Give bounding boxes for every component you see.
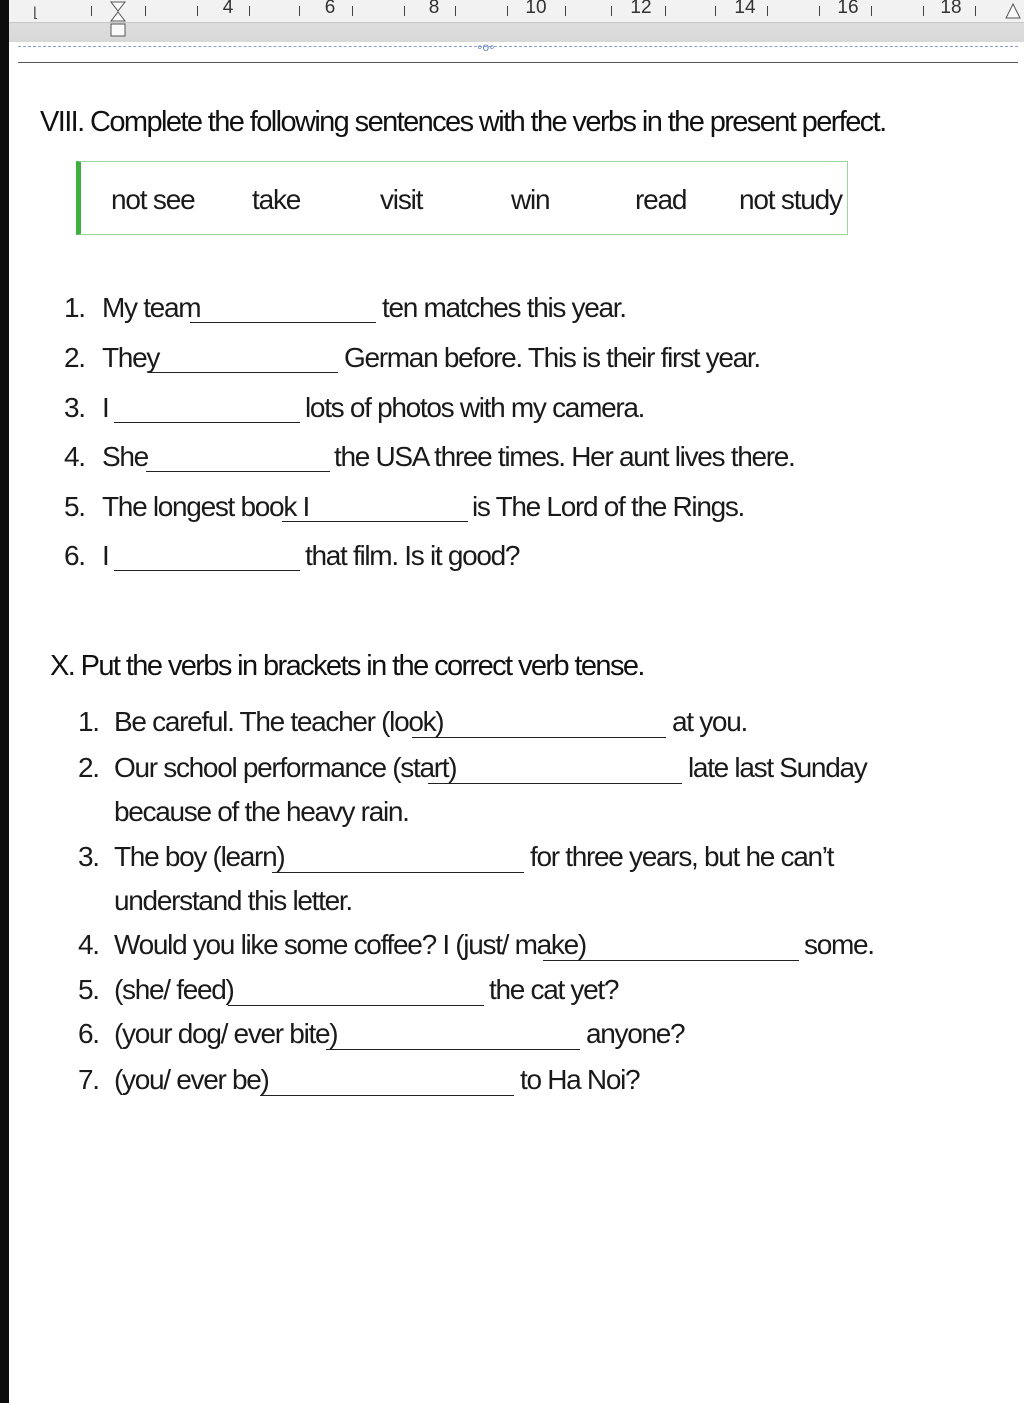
item-number: 7. [78, 1064, 99, 1095]
ruler-tick [249, 6, 250, 16]
item-text: I [102, 540, 109, 571]
ruler-tick [819, 6, 820, 16]
item-number: 3. [64, 392, 85, 423]
answer-blank[interactable] [282, 521, 468, 522]
horizontal-ruler[interactable] [9, 0, 1024, 42]
word-bank-item: visit [380, 184, 423, 215]
ruler-tick [507, 6, 508, 16]
item-text: German before. This is their first year. [344, 342, 760, 373]
item-text: Would you like some coffee? I (just/ make) [114, 929, 586, 960]
ruler-tick [975, 6, 976, 16]
item-text: the USA three times. Her aunt lives there. [334, 441, 795, 472]
ruler-tick [299, 6, 300, 16]
item-text: The boy (learn) [114, 841, 285, 872]
answer-blank[interactable] [228, 1005, 484, 1006]
item-number: 2. [64, 342, 85, 373]
item-text: that film. Is it good? [305, 540, 520, 571]
ruler-number: 4 [222, 0, 234, 18]
ruler-tick [197, 6, 198, 16]
item-number: 1. [64, 292, 85, 323]
answer-blank[interactable] [114, 422, 300, 423]
ruler-tick [91, 6, 92, 16]
item-text: The longest book I [102, 491, 309, 522]
item-text: lots of photos with my camera. [305, 392, 645, 423]
ruler-tick [404, 6, 405, 16]
item-text: They [102, 342, 160, 373]
ruler-tick [565, 6, 566, 16]
item-text: I [102, 392, 109, 423]
ruler-tick [145, 6, 146, 16]
ruler-tick [871, 6, 872, 16]
item-text: late last Sunday [688, 752, 867, 783]
ruler-number: 8 [428, 0, 440, 18]
ruler-number: 12 [630, 0, 652, 18]
item-text: at you. [672, 706, 747, 737]
item-text: the cat yet? [489, 974, 619, 1005]
right-indent-marker-icon[interactable] [1004, 0, 1022, 22]
word-bank-item: win [511, 184, 550, 215]
item-number: 4. [78, 929, 99, 960]
item-text: Our school performance (start) [114, 752, 457, 783]
header-rule [18, 62, 1018, 63]
item-text: (she/ feed) [114, 974, 234, 1005]
ruler-number: 10 [525, 0, 547, 18]
ruler-number: 18 [940, 0, 962, 18]
item-text: is The Lord of the Rings. [472, 491, 745, 522]
answer-blank[interactable] [326, 1049, 580, 1050]
section-8-title: VIII. Complete the following sentences with the verbs in the present perfect. [40, 106, 886, 138]
tab-stop-icon[interactable]: ⌊ [33, 4, 39, 20]
answer-blank[interactable] [428, 783, 682, 784]
item-number: 1. [78, 706, 99, 737]
item-text: (you/ ever be) [114, 1064, 269, 1095]
ruler-tick [665, 6, 666, 16]
item-number: 4. [64, 441, 85, 472]
ruler-tick [767, 6, 768, 16]
item-text: Be careful. The teacher (look) [114, 706, 444, 737]
item-number: 6. [64, 540, 85, 571]
item-text: to Ha Noi? [520, 1064, 640, 1095]
ruler-tick [611, 6, 612, 16]
answer-blank[interactable] [412, 737, 666, 738]
ruler-number: 14 [734, 0, 756, 18]
item-number: 6. [78, 1018, 99, 1049]
item-text: some. [804, 929, 874, 960]
answer-blank[interactable] [260, 1095, 514, 1096]
item-text: anyone? [586, 1018, 685, 1049]
item-text: for three years, but he can’t [530, 841, 834, 872]
word-bank-item: take [252, 184, 301, 215]
item-text: because of the heavy rain. [114, 796, 409, 827]
window-left-edge [0, 0, 9, 1403]
ruler-tick [923, 6, 924, 16]
left-indent-marker-icon[interactable] [109, 0, 127, 40]
item-text: She [102, 441, 148, 472]
drag-handle-icon[interactable]: ∘o∘ [476, 40, 495, 54]
answer-blank[interactable] [272, 872, 524, 873]
item-number: 2. [78, 752, 99, 783]
item-number: 5. [64, 491, 85, 522]
answer-blank[interactable] [114, 570, 300, 571]
word-bank-item: read [635, 184, 687, 215]
answer-blank[interactable] [190, 322, 376, 323]
ruler-scale [9, 0, 1024, 23]
answer-blank[interactable] [146, 471, 330, 472]
word-bank-item: not study [739, 184, 842, 215]
item-number: 3. [78, 841, 99, 872]
item-text: ten matches this year. [382, 292, 626, 323]
section-10-title: X. Put the verbs in brackets in the correct verb tense. [50, 650, 644, 682]
word-bank [76, 161, 848, 235]
ruler-tick [455, 6, 456, 16]
ruler-tick [715, 6, 716, 16]
answer-blank[interactable] [543, 960, 799, 961]
ruler-number: 16 [837, 0, 859, 18]
item-text: (your dog/ ever bite) [114, 1018, 338, 1049]
ruler-tick [352, 6, 353, 16]
item-number: 5. [78, 974, 99, 1005]
item-text: understand this letter. [114, 885, 352, 916]
word-bank-item: not see [111, 184, 195, 215]
header-boundary [18, 46, 1018, 47]
answer-blank[interactable] [150, 372, 338, 373]
item-text: My team [102, 292, 201, 323]
ruler-number: 6 [324, 0, 336, 18]
